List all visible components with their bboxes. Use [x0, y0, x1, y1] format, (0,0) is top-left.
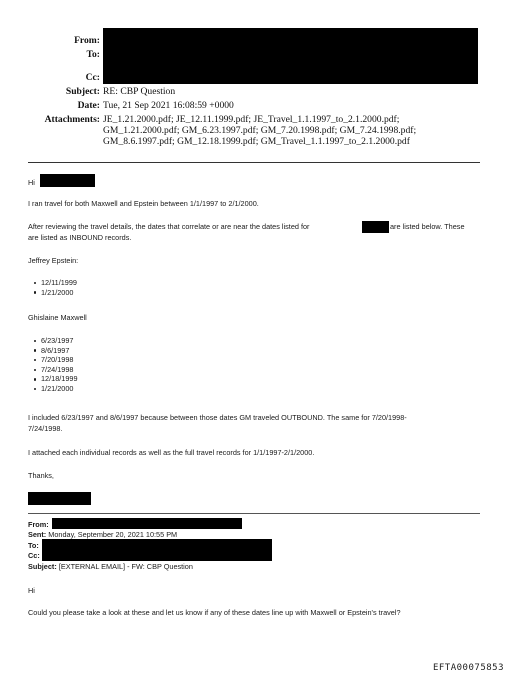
paragraph-2-line-2: are listed as INBOUND records.: [28, 233, 132, 242]
list-item: 8/6/1997: [28, 346, 78, 356]
greeting: Hi: [28, 178, 35, 187]
je-date-list: [28, 278, 77, 297]
fw-subject-label: Subject:: [28, 562, 57, 571]
cc-label: Cc:: [85, 72, 100, 83]
redaction-greeting-name: [40, 174, 95, 187]
je-heading: Jeffrey Epstein:: [28, 256, 79, 265]
fw-sent-label: Sent:: [28, 530, 47, 539]
paragraph-2-part-2: are listed below. These: [390, 222, 465, 231]
paragraph-2-line-1: [28, 222, 310, 232]
list-item: 12/18/1999: [28, 374, 78, 384]
redaction-signature: [28, 492, 91, 505]
list-item: 1/21/2000: [28, 288, 77, 298]
forward-divider: [28, 513, 480, 514]
document-id: EFTA00075853: [432, 663, 504, 673]
attachments-label: Attachments:: [44, 114, 100, 125]
attachments-line-1: JE_1.21.2000.pdf; JE_12.11.1999.pdf; JE_Travel_1.1.1997_to_2.1.2000.pdf;: [103, 114, 400, 125]
to-label: To:: [86, 49, 100, 60]
attachments-line-2: GM_1.21.2000.pdf; GM_6.23.1997.pdf; GM_7.20.1998.pdf; GM_7.24.1998.pdf;: [103, 125, 417, 136]
gm-heading: Ghislaine Maxwell: [28, 313, 87, 322]
list-item: 6/23/1997: [28, 336, 78, 346]
fw-greeting: Hi: [28, 586, 35, 595]
paragraph-3-line-1: I included 6/23/1997 and 8/6/1997 because between those dates GM traveled OUTBOUND. The same for 7/20/1998-: [28, 413, 407, 422]
fw-from: [28, 520, 49, 530]
date-label: Date:: [77, 100, 100, 111]
redaction-fw-recipients: [42, 539, 272, 561]
from-label: From:: [74, 35, 100, 46]
fw-cc: [28, 551, 40, 561]
redaction-inline-name: [362, 221, 389, 233]
paragraph-4: I attached each individual records as well as the full travel records for 1/1/1997-2/1/2000.: [28, 448, 315, 457]
list-item: 12/11/1999: [28, 278, 77, 288]
attachments-line-3: GM_8.6.1997.pdf; GM_12.18.1999.pdf; GM_Travel_1.1.1997_to_2.1.2000.pdf: [103, 136, 410, 147]
fw-to-label: To:: [28, 541, 39, 550]
fw-subject-value: [EXTERNAL EMAIL] - FW: CBP Question: [58, 562, 193, 571]
list-item: 7/24/1998: [28, 365, 78, 375]
subject-value: RE: CBP Question: [103, 86, 176, 97]
gm-date-list: [28, 336, 78, 394]
date-value: Tue, 21 Sep 2021 16:08:59 +0000: [103, 100, 234, 111]
redaction-block-header: [103, 28, 478, 84]
paragraph-3-line-2: 7/24/1998.: [28, 424, 63, 433]
fw-subject: [28, 562, 193, 572]
sign-off: Thanks,: [28, 471, 54, 480]
list-item: 7/20/1998: [28, 355, 78, 365]
fw-sent-value: Monday, September 20, 2021 10:55 PM: [48, 530, 178, 539]
list-item: 1/21/2000: [28, 384, 78, 394]
fw-from-label: From:: [28, 520, 49, 529]
paragraph-2-part-1: After reviewing the travel details, the dates that correlate or are near the dates listed for: [28, 222, 310, 231]
fw-to: [28, 541, 39, 551]
header-divider: [28, 162, 480, 163]
subject-label: Subject:: [65, 86, 100, 97]
redaction-fw-from: [52, 518, 242, 529]
fw-message: Could you please take a look at these and let us know if any of these dates line up with Maxwell or Epstein's travel?: [28, 608, 401, 617]
fw-cc-label: Cc:: [28, 551, 40, 560]
paragraph-1: I ran travel for both Maxwell and Epstein between 1/1/1997 to 2/1/2000.: [28, 199, 259, 208]
